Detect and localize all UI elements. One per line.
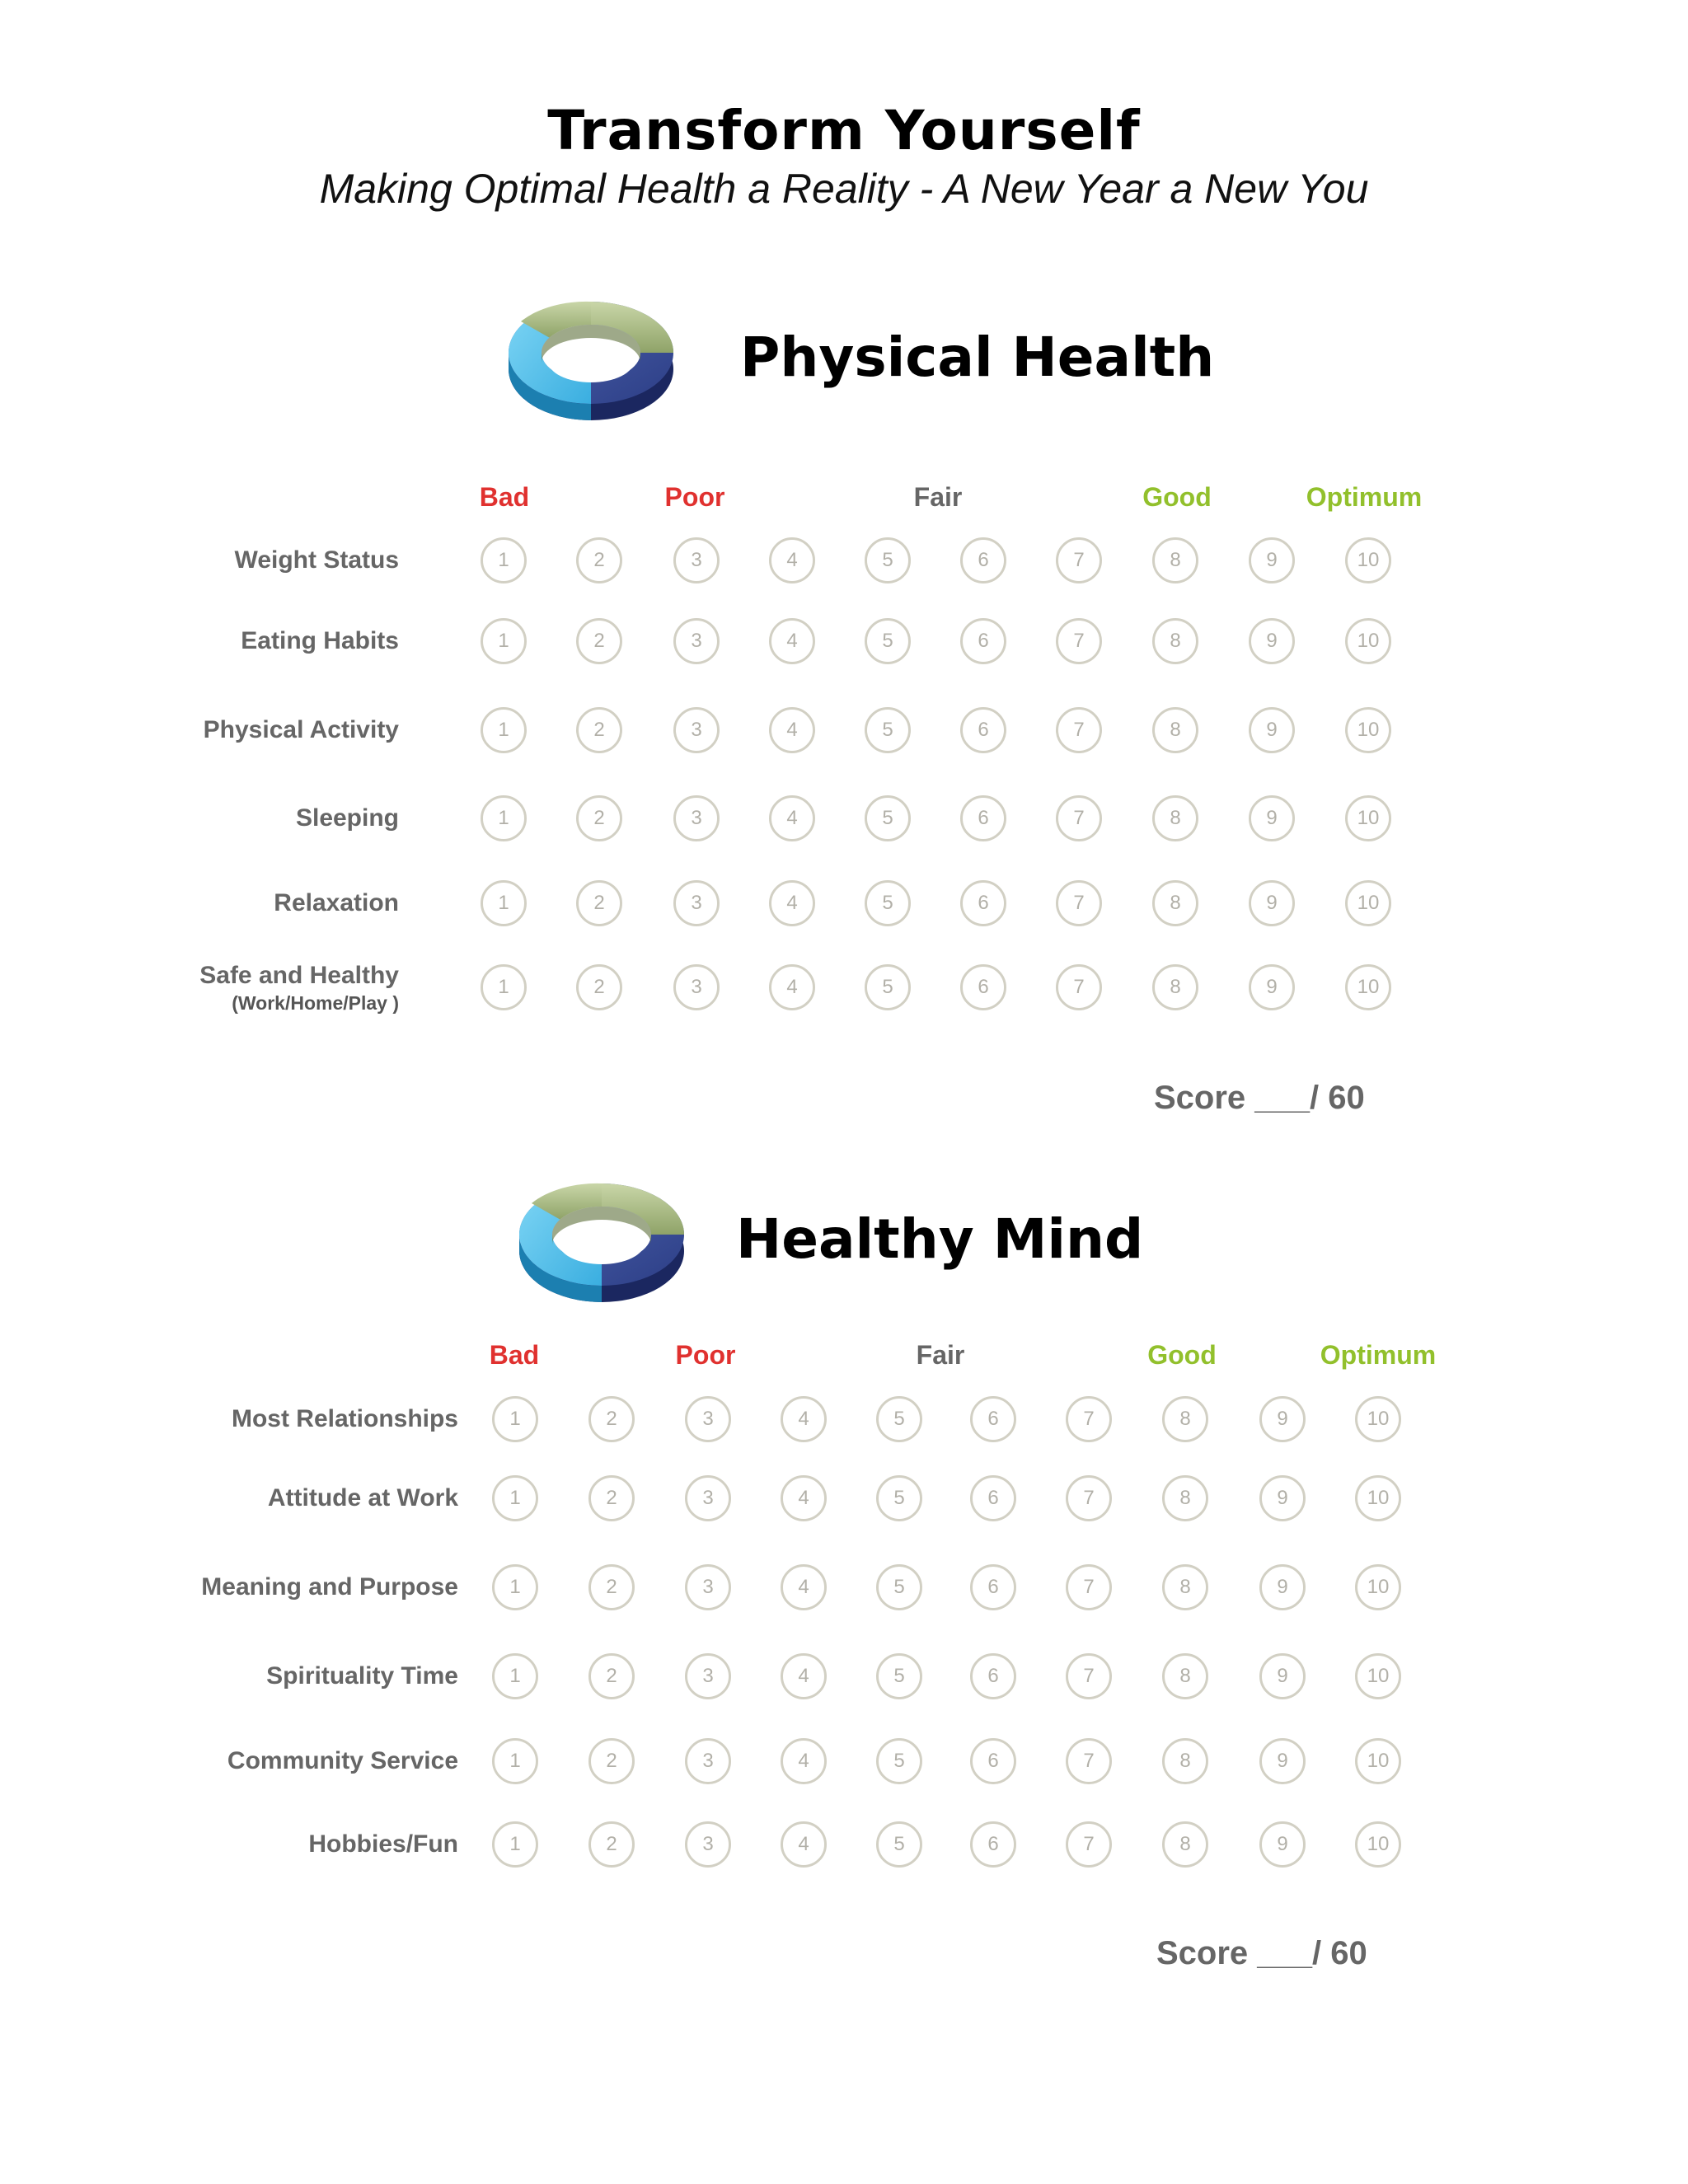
rating-option-8[interactable]: 8: [1152, 707, 1198, 753]
row-label: [235, 546, 399, 575]
rating-option-2[interactable]: 2: [588, 1738, 635, 1784]
rating-option-8[interactable]: 8: [1152, 964, 1198, 1010]
rating-option-5[interactable]: 5: [865, 618, 911, 664]
scale-label-fair: Fair: [916, 1340, 965, 1370]
rating-option-3[interactable]: 3: [685, 1821, 731, 1868]
page-title: Transform Yourself: [547, 99, 1141, 162]
rating-option-3[interactable]: 3: [673, 880, 720, 926]
row-label-text: Weight Status: [234, 546, 399, 574]
rating-option-9[interactable]: 9: [1259, 1475, 1306, 1521]
scale-label-good: Good: [1142, 482, 1212, 512]
rating-option-3[interactable]: 3: [685, 1738, 731, 1784]
rating-option-6[interactable]: 6: [960, 795, 1006, 841]
rating-option-7[interactable]: 7: [1066, 1821, 1112, 1868]
rating-option-7[interactable]: 7: [1056, 618, 1102, 664]
scale-label-bad: Bad: [479, 482, 530, 512]
rating-option-1[interactable]: 1: [481, 707, 527, 753]
rating-option-5[interactable]: 5: [865, 537, 911, 583]
section-title: Healthy Mind: [736, 1207, 1144, 1271]
rating-option-9[interactable]: 9: [1259, 1821, 1306, 1868]
rating-option-1[interactable]: 1: [481, 537, 527, 583]
rating-option-2[interactable]: 2: [576, 618, 622, 664]
rating-option-8[interactable]: 8: [1162, 1738, 1208, 1784]
row-label-text: Attitude at Work: [267, 1484, 458, 1511]
rating-option-2[interactable]: 2: [588, 1396, 635, 1442]
rating-option-4[interactable]: 4: [781, 1564, 827, 1610]
rating-option-4[interactable]: 4: [781, 1653, 827, 1699]
rating-option-1[interactable]: 1: [492, 1475, 538, 1521]
section-title: Physical Health: [740, 326, 1215, 389]
row-label: [268, 1483, 458, 1513]
rating-option-2[interactable]: 2: [576, 964, 622, 1010]
rating-option-2[interactable]: 2: [588, 1475, 635, 1521]
row-label-text: Relaxation: [274, 889, 399, 916]
rating-option-5[interactable]: 5: [865, 964, 911, 1010]
rating-option-5[interactable]: 5: [865, 795, 911, 841]
rating-option-7[interactable]: 7: [1066, 1653, 1112, 1699]
rating-option-7[interactable]: 7: [1066, 1738, 1112, 1784]
rating-option-10[interactable]: 10: [1345, 618, 1391, 664]
row-label: [201, 1572, 458, 1602]
scale-label-bad: Bad: [489, 1340, 540, 1370]
rating-option-9[interactable]: 9: [1249, 795, 1295, 841]
rating-option-7[interactable]: 7: [1056, 707, 1102, 753]
rating-option-8[interactable]: 8: [1152, 537, 1198, 583]
rating-option-7[interactable]: 7: [1056, 537, 1102, 583]
rating-option-2[interactable]: 2: [588, 1564, 635, 1610]
scale-label-poor: Poor: [664, 482, 725, 512]
rating-option-3[interactable]: 3: [673, 964, 720, 1010]
rating-option-8[interactable]: 8: [1152, 795, 1198, 841]
ring-logo-icon: [504, 280, 678, 429]
rating-option-4[interactable]: 4: [769, 618, 815, 664]
rating-option-2[interactable]: 2: [576, 795, 622, 841]
rating-option-3[interactable]: 3: [673, 537, 720, 583]
rating-option-1[interactable]: 1: [492, 1564, 538, 1610]
rating-option-3[interactable]: 3: [685, 1396, 731, 1442]
score-field[interactable]: Score ___/ 60: [1154, 1080, 1365, 1116]
row-label: [274, 888, 399, 918]
rating-option-3[interactable]: 3: [673, 618, 720, 664]
rating-option-4[interactable]: 4: [781, 1738, 827, 1784]
rating-option-9[interactable]: 9: [1259, 1653, 1306, 1699]
scale-label-fair: Fair: [913, 482, 963, 512]
rating-option-10[interactable]: 10: [1355, 1738, 1401, 1784]
rating-option-5[interactable]: 5: [865, 880, 911, 926]
rating-option-8[interactable]: 8: [1162, 1475, 1208, 1521]
row-label-text: Most Relationships: [231, 1405, 458, 1432]
rating-option-10[interactable]: 10: [1345, 537, 1391, 583]
rating-option-5[interactable]: 5: [876, 1564, 922, 1610]
score-field[interactable]: Score ___/ 60: [1156, 1935, 1367, 1971]
rating-option-9[interactable]: 9: [1249, 707, 1295, 753]
rating-option-3[interactable]: 3: [685, 1653, 731, 1699]
rating-option-7[interactable]: 7: [1056, 880, 1102, 926]
rating-option-6[interactable]: 6: [970, 1821, 1016, 1868]
rating-option-8[interactable]: 8: [1162, 1821, 1208, 1868]
row-label-text: Safe and Healthy: [199, 962, 399, 989]
rating-option-1[interactable]: 1: [481, 618, 527, 664]
row-label: [204, 715, 399, 745]
rating-option-8[interactable]: 8: [1162, 1396, 1208, 1442]
rating-option-6[interactable]: 6: [960, 880, 1006, 926]
rating-option-9[interactable]: 9: [1259, 1396, 1306, 1442]
rating-option-3[interactable]: 3: [685, 1475, 731, 1521]
rating-option-5[interactable]: 5: [876, 1738, 922, 1784]
rating-option-6[interactable]: 6: [960, 618, 1006, 664]
rating-option-7[interactable]: 7: [1066, 1475, 1112, 1521]
rating-option-7[interactable]: 7: [1056, 964, 1102, 1010]
rating-option-6[interactable]: 6: [960, 964, 1006, 1010]
rating-option-5[interactable]: 5: [876, 1653, 922, 1699]
rating-option-8[interactable]: 8: [1152, 618, 1198, 664]
rating-option-9[interactable]: 9: [1249, 537, 1295, 583]
rating-option-6[interactable]: 6: [970, 1564, 1016, 1610]
row-label-text: Physical Activity: [203, 716, 399, 743]
scale-label-poor: Poor: [675, 1340, 736, 1370]
rating-option-8[interactable]: 8: [1162, 1564, 1208, 1610]
rating-option-4[interactable]: 4: [781, 1396, 827, 1442]
rating-option-3[interactable]: 3: [673, 707, 720, 753]
rating-option-9[interactable]: 9: [1249, 618, 1295, 664]
row-label-text: Sleeping: [295, 804, 399, 832]
rating-option-2[interactable]: 2: [588, 1653, 635, 1699]
scale-label-optimum: Optimum: [1306, 482, 1423, 512]
ring-logo-icon: [515, 1162, 688, 1310]
row-label-text: Hobbies/Fun: [308, 1830, 458, 1858]
row-label: [308, 1830, 458, 1859]
rating-option-9[interactable]: 9: [1259, 1564, 1306, 1610]
rating-option-10[interactable]: 10: [1355, 1475, 1401, 1521]
rating-option-10[interactable]: 10: [1355, 1821, 1401, 1868]
rating-option-10[interactable]: 10: [1355, 1396, 1401, 1442]
rating-option-1[interactable]: 1: [492, 1821, 538, 1868]
rating-option-3[interactable]: 3: [673, 795, 720, 841]
scale-label-good: Good: [1147, 1340, 1217, 1370]
rating-option-10[interactable]: 10: [1355, 1564, 1401, 1610]
row-sublabel: (Work/Home/Play ): [232, 992, 399, 1014]
row-label-text: Eating Habits: [241, 627, 399, 654]
rating-option-6[interactable]: 6: [970, 1396, 1016, 1442]
rating-option-7[interactable]: 7: [1066, 1396, 1112, 1442]
rating-option-4[interactable]: 4: [769, 880, 815, 926]
rating-option-6[interactable]: 6: [970, 1738, 1016, 1784]
rating-option-10[interactable]: 10: [1345, 964, 1391, 1010]
rating-option-5[interactable]: 5: [876, 1475, 922, 1521]
rating-option-2[interactable]: 2: [576, 880, 622, 926]
row-label-text: Community Service: [227, 1747, 458, 1774]
rating-option-9[interactable]: 9: [1259, 1738, 1306, 1784]
rating-option-7[interactable]: 7: [1066, 1564, 1112, 1610]
rating-option-2[interactable]: 2: [576, 537, 622, 583]
rating-option-10[interactable]: 10: [1345, 707, 1391, 753]
rating-option-5[interactable]: 5: [876, 1821, 922, 1868]
rating-option-4[interactable]: 4: [781, 1821, 827, 1868]
rating-option-10[interactable]: 10: [1355, 1653, 1401, 1699]
rating-option-3[interactable]: 3: [685, 1564, 731, 1610]
rating-option-6[interactable]: 6: [960, 707, 1006, 753]
rating-option-9[interactable]: 9: [1249, 964, 1295, 1010]
rating-option-4[interactable]: 4: [769, 964, 815, 1010]
row-label: [232, 1404, 458, 1434]
rating-option-8[interactable]: 8: [1162, 1653, 1208, 1699]
row-label: [227, 1746, 458, 1776]
page-subtitle: Making Optimal Health a Reality - A New Year a New You: [319, 166, 1369, 212]
rating-option-10[interactable]: 10: [1345, 880, 1391, 926]
rating-option-2[interactable]: 2: [576, 707, 622, 753]
rating-option-1[interactable]: 1: [481, 964, 527, 1010]
rating-option-9[interactable]: 9: [1249, 880, 1295, 926]
rating-option-4[interactable]: 4: [769, 707, 815, 753]
row-label-text: Meaning and Purpose: [201, 1573, 458, 1601]
rating-option-5[interactable]: 5: [865, 707, 911, 753]
rating-option-8[interactable]: 8: [1152, 880, 1198, 926]
rating-option-1[interactable]: 1: [492, 1653, 538, 1699]
scale-label-optimum: Optimum: [1320, 1340, 1437, 1370]
rating-option-1[interactable]: 1: [492, 1396, 538, 1442]
rating-option-1[interactable]: 1: [492, 1738, 538, 1784]
rating-option-6[interactable]: 6: [970, 1475, 1016, 1521]
row-label: [266, 1661, 458, 1691]
rating-option-7[interactable]: 7: [1056, 795, 1102, 841]
rating-option-1[interactable]: 1: [481, 880, 527, 926]
row-label: [241, 626, 399, 656]
row-label: [199, 961, 399, 1015]
rating-option-4[interactable]: 4: [769, 795, 815, 841]
rating-option-4[interactable]: 4: [781, 1475, 827, 1521]
rating-option-2[interactable]: 2: [588, 1821, 635, 1868]
rating-option-4[interactable]: 4: [769, 537, 815, 583]
row-label-text: Spirituality Time: [266, 1662, 458, 1690]
rating-option-10[interactable]: 10: [1345, 795, 1391, 841]
rating-option-6[interactable]: 6: [970, 1653, 1016, 1699]
rating-option-1[interactable]: 1: [481, 795, 527, 841]
rating-option-6[interactable]: 6: [960, 537, 1006, 583]
row-label: [296, 804, 399, 833]
rating-option-5[interactable]: 5: [876, 1396, 922, 1442]
